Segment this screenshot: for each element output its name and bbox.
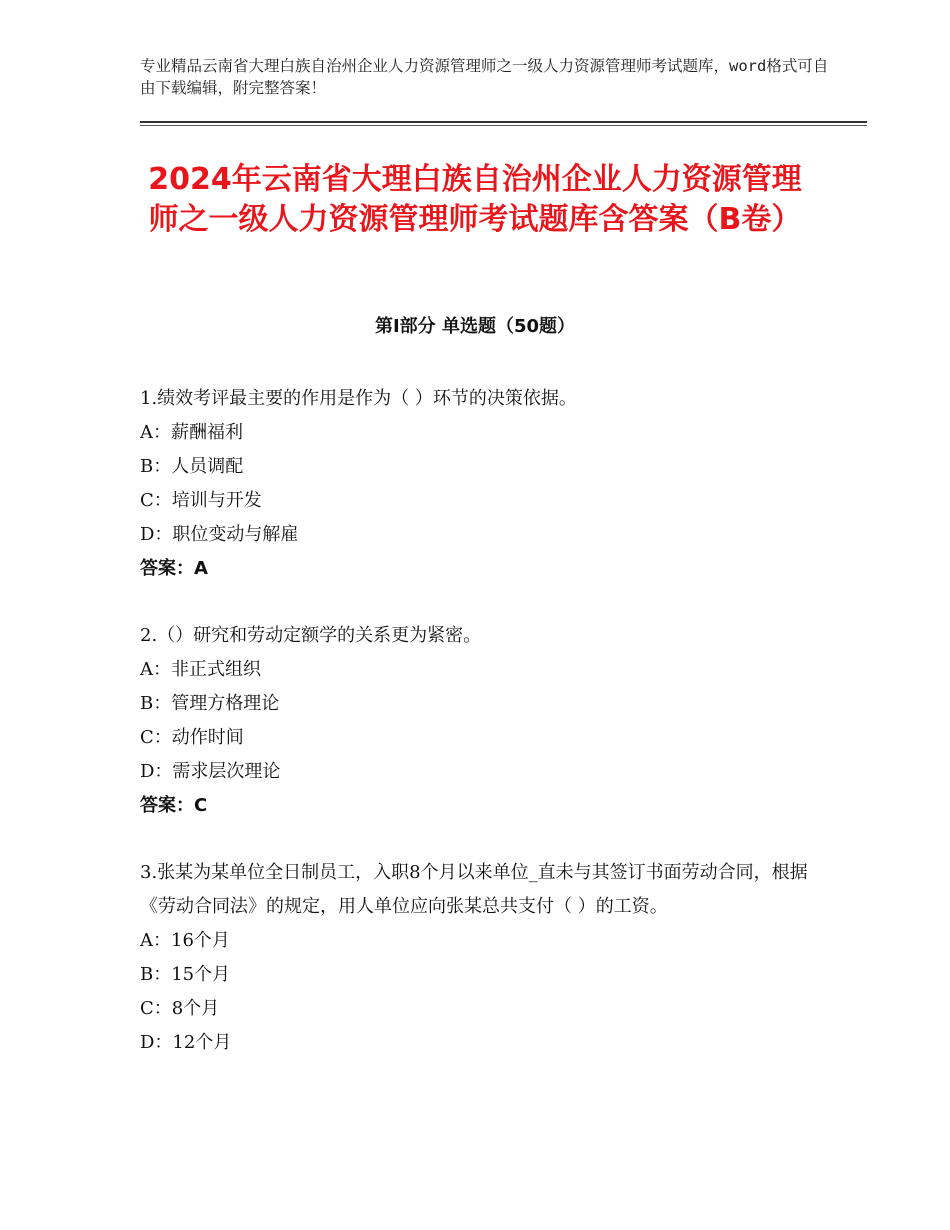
question-1 — [140, 382, 815, 586]
question-stem: 3.张某为某单位全日制员工，入职8个月以来单位_直未与其签订书面劳动合同，根据 《劳动合同法》的规定，用人单位应向张某总共支付（ ）的工资。 — [140, 862, 808, 917]
option-a: A：非正式组织 — [140, 659, 261, 680]
option-b: B：管理方格理论 — [140, 693, 280, 714]
option-c: C：8个月 — [140, 998, 220, 1019]
question-list — [140, 382, 815, 1093]
question-stem: 2.（）研究和劳动定额学的关系更为紧密。 — [140, 625, 482, 646]
option-d: D：职位变动与解雇 — [140, 524, 299, 545]
question-stem: 1.绩效考评最主要的作用是作为（ ）环节的决策依据。 — [140, 388, 577, 409]
header-divider-thick — [140, 121, 867, 123]
header-note: 专业精品云南省大理白族自治州企业人力资源管理师之一级人力资源管理师考试题库，word格式可自由下载编辑，附完整答案！ — [140, 57, 829, 97]
option-c: C：培训与开发 — [140, 490, 262, 511]
header-divider-thin — [140, 125, 867, 126]
answer: 答案：A — [140, 558, 208, 579]
section-title: 第Ⅰ部分 单选题（50题） — [374, 316, 575, 337]
option-d: D：需求层次理论 — [140, 761, 281, 782]
option-d: D：12个月 — [140, 1032, 232, 1053]
answer: 答案：C — [140, 795, 208, 816]
option-c: C：动作时间 — [140, 727, 244, 748]
option-a: A：16个月 — [140, 930, 230, 951]
option-b: B：人员调配 — [140, 456, 244, 477]
option-a: A：薪酬福利 — [140, 422, 243, 443]
option-b: B：15个月 — [140, 964, 231, 985]
document-title: 2024年云南省大理白族自治州企业人力资源管理师之一级人力资源管理师考试题库含答案（B卷） — [148, 162, 802, 237]
question-3 — [140, 856, 815, 1060]
question-2 — [140, 619, 815, 823]
